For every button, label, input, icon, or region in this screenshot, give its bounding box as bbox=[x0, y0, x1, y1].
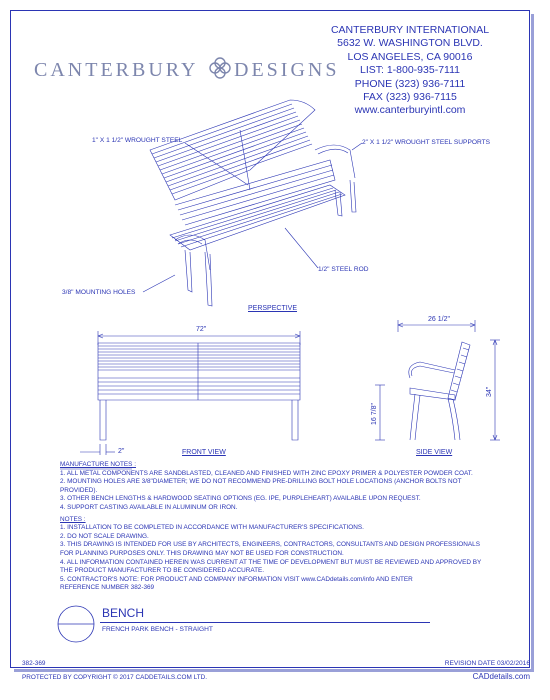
company-phone-toll-free: LIST: 1-800-935-7111 bbox=[359, 64, 460, 77]
title-circle-icon bbox=[56, 604, 96, 644]
note: 2. DO NOT SCALE DRAWING. bbox=[60, 532, 149, 540]
dim-side-height: 34" bbox=[486, 386, 493, 397]
note: THE PRODUCT MANUFACTURER TO BE CONSIDERED ACCURATE. bbox=[60, 567, 265, 575]
view-title-perspective: PERSPECTIVE bbox=[248, 305, 298, 312]
front-view bbox=[80, 331, 300, 455]
drawing-title: BENCH bbox=[102, 606, 145, 620]
cad-details-logo[interactable]: CADdetails.com bbox=[472, 672, 530, 681]
logo-word-left: CANTERBURY bbox=[34, 59, 199, 81]
note: 1. INSTALLATION TO BE COMPLETED IN ACCORDANCE WITH MANUFACTURER'S SPECIFICATIONS. bbox=[60, 524, 364, 532]
view-title-side: SIDE VIEW bbox=[416, 449, 453, 456]
note: 5. CONTRACTOR'S NOTE: FOR PRODUCT AND COMPANY INFORMATION VISIT www.CADdetails.com/info AND ENTER bbox=[60, 575, 413, 583]
manufacture-note: 3. OTHER BENCH LENGTHS & HARDWOOD SEATING OPTIONS (EG. IPE, PURPLEHEART) AVAILABLE UPON REQUEST. bbox=[60, 495, 421, 503]
copyright-notice: PROTECTED BY COPYRIGHT © 2017 CADDETAILS.COM LTD. bbox=[22, 674, 207, 681]
dim-side-seat: 16 7/8" bbox=[371, 403, 378, 425]
note: REFERENCE NUMBER 382-369 bbox=[60, 584, 155, 592]
company-city: LOS ANGELES, CA 90016 bbox=[347, 50, 473, 63]
dim-front-leg: 2" bbox=[118, 448, 125, 455]
callout-supports: 2" X 1 1/2" WROUGHT STEEL SUPPORTS bbox=[362, 139, 491, 146]
company-phone: PHONE (323) 936-7111 bbox=[354, 77, 466, 90]
manufacture-note: 2. MOUNTING HOLES ARE 3/8"DIAMETER; WE DO NOT RECOMMEND PRE-DRILLING BOLT HOLE LOCATIONS (ANCHOR BOLTS NOT bbox=[60, 478, 462, 486]
view-title-front: FRONT VIEW bbox=[182, 449, 226, 456]
notes-section bbox=[60, 461, 520, 593]
callout-wrought-steel: 1" X 1 1/2" WROUGHT STEEL bbox=[92, 137, 183, 144]
manufacture-note: PROVIDED). bbox=[60, 486, 98, 494]
notes-heading: NOTES : bbox=[60, 515, 86, 523]
perspective-backrest bbox=[150, 100, 315, 200]
note: 3. THIS DRAWING IS INTENDED FOR USE BY ARCHITECTS, ENGINEERS, CONTRACTORS, CONSULTANTS AND DESIGN PROFESSIONALS bbox=[60, 541, 480, 549]
company-street: 5632 W. WASHINGTON BLVD. bbox=[337, 37, 483, 50]
footer bbox=[0, 672, 550, 684]
manufacture-note: 4. SUPPORT CASTING AVAILABLE IN ALUMINUM OR IRON. bbox=[60, 503, 238, 511]
company-website[interactable]: www.canterburyintl.com bbox=[354, 104, 466, 117]
manufacture-notes-heading: MANUFACTURE NOTES : bbox=[60, 461, 136, 468]
title-rule bbox=[100, 622, 430, 623]
revision-date: REVISION DATE 03/02/2016 bbox=[444, 660, 530, 667]
title-block bbox=[56, 606, 496, 650]
company-fax: FAX (323) 936-7115 bbox=[363, 91, 457, 104]
note: FOR PLANNING PURPOSES ONLY. THIS DRAWING MAY NOT BE USED FOR CONSTRUCTION. bbox=[60, 549, 344, 557]
right-arm bbox=[315, 145, 355, 178]
company-name: CANTERBURY INTERNATIONAL bbox=[330, 24, 490, 36]
side-view bbox=[375, 320, 500, 440]
reference-number: 382-369 bbox=[22, 660, 46, 667]
logo-word-right: DESIGNS bbox=[234, 59, 340, 81]
dim-side-depth: 26 1/2" bbox=[428, 316, 450, 323]
dim-front-width: 72" bbox=[196, 326, 207, 333]
manufacture-note: 1. ALL METAL COMPONENTS ARE SANDBLASTED, CLEANED AND FINISHED WITH ZINC EPOXY PRIMER & POLYESTER POWDER COAT. bbox=[60, 469, 473, 477]
perspective-seat bbox=[170, 160, 345, 250]
callout-steel-rod: 1/2" STEEL ROD bbox=[318, 266, 369, 273]
callout-mounting-holes: 3/8" MOUNTING HOLES bbox=[62, 289, 136, 296]
note: 4. ALL INFORMATION CONTAINED HEREIN WAS CURRENT AT THE TIME OF DEVELOPMENT BUT MUST BE REVIEWED AND APPROVED BY bbox=[60, 558, 482, 566]
drawing-subtitle: FRENCH PARK BENCH - STRAIGHT bbox=[102, 626, 213, 633]
